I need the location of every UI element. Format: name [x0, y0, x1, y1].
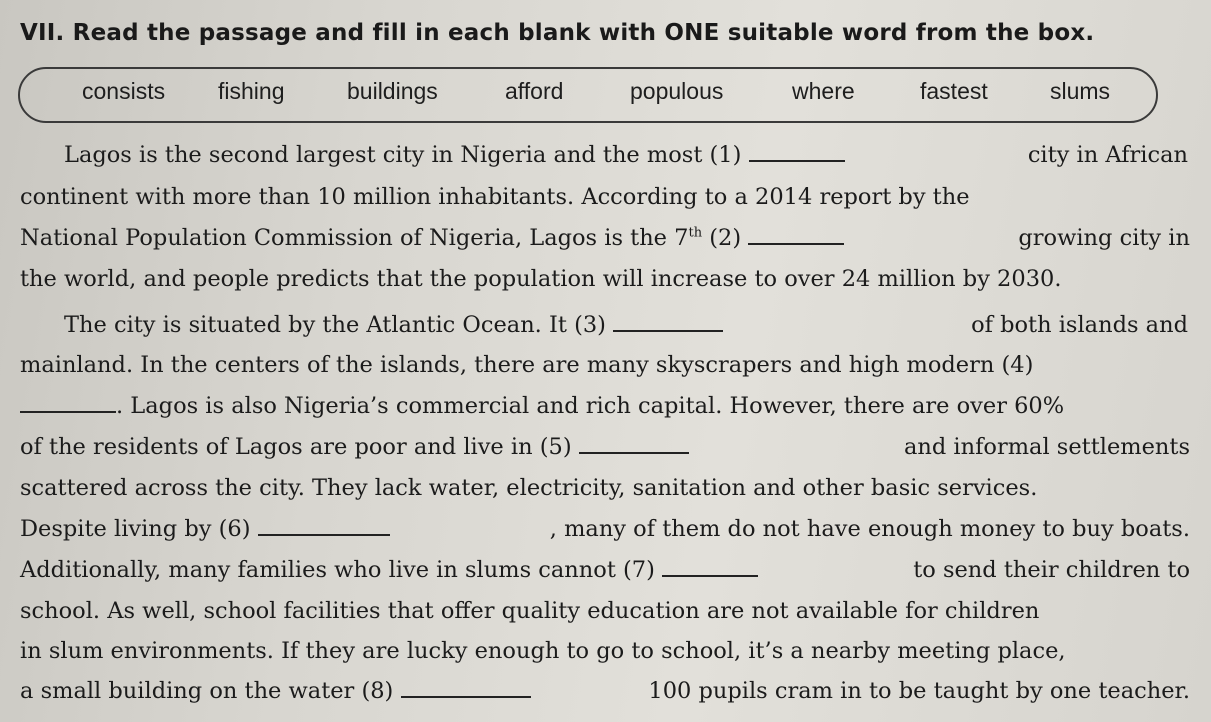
word-box-item: buildings: [347, 78, 438, 104]
word-box-item: slums: [1050, 78, 1111, 104]
word-box-item: where: [792, 78, 855, 104]
passage-line: scattered across the city. They lack water, electricity, sanitation and other basic services.: [20, 475, 1038, 501]
word-box-item: fastest: [920, 78, 988, 104]
passage-line: continent with more than 10 million inhabitants. According to a 2014 report by the: [20, 184, 970, 210]
passage-line: Additionally, many families who live in slums cannot (7) to send their children to: [20, 557, 1190, 583]
passage-line: Lagos is the second largest city in Nigeria and the most (1) city in African: [64, 142, 1188, 168]
word-box-item: consists: [82, 78, 166, 104]
word-box-item: fishing: [218, 78, 285, 104]
blank-6[interactable]: [258, 533, 390, 536]
passage-line: of the residents of Lagos are poor and live in (5) and informal settlements: [20, 434, 1190, 460]
blank-7[interactable]: [662, 574, 758, 577]
blank-1[interactable]: [749, 159, 845, 162]
exercise-heading: VII. Read the passage and fill in each blank with ONE suitable word from the box.: [20, 20, 1095, 46]
blank-3[interactable]: [613, 329, 723, 332]
passage-line: in slum environments. If they are lucky enough to go to school, it’s a nearby meeting place,: [20, 638, 1066, 664]
passage-line: . Lagos is also Nigeria’s commercial and rich capital. However, there are over 60%: [20, 393, 1190, 419]
passage-line: National Population Commission of Nigeria, Lagos is the 7th (2) growing city in: [20, 225, 1190, 251]
passage-line: school. As well, school facilities that offer quality education are not available for children: [20, 598, 1040, 624]
passage-line: a small building on the water (8) 100 pupils cram in to be taught by one teacher.: [20, 678, 1190, 704]
blank-2[interactable]: [748, 242, 844, 245]
passage-line: Despite living by (6) , many of them do not have enough money to buy boats.: [20, 516, 1190, 542]
blank-4[interactable]: [20, 410, 116, 413]
passage-line: the world, and people predicts that the population will increase to over 24 million by 2030.: [20, 266, 1062, 292]
passage-line: mainland. In the centers of the islands, there are many skyscrapers and high modern (4): [20, 352, 1034, 378]
blank-8[interactable]: [401, 695, 531, 698]
passage-line: The city is situated by the Atlantic Ocean. It (3) of both islands and: [64, 312, 1188, 338]
word-box-item: afford: [505, 78, 564, 104]
blank-5[interactable]: [579, 451, 689, 454]
word-box-item: populous: [630, 78, 724, 104]
